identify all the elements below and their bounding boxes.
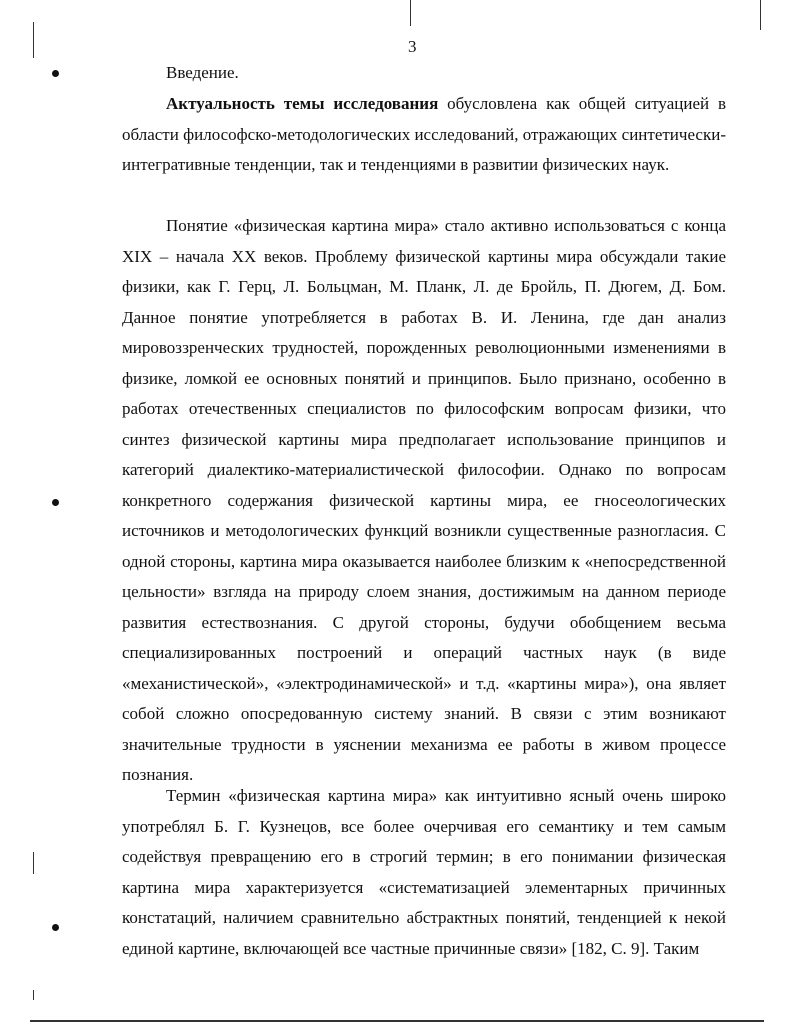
relevance-lead: Актуальность темы исследования bbox=[166, 94, 439, 113]
paragraph-relevance bbox=[122, 89, 726, 181]
punch-hole-middle bbox=[52, 499, 59, 506]
scan-edge-line-left-top bbox=[33, 22, 34, 58]
relevance-text: обусловлена как общей ситуацией в области философско-методологических исследований, отражающих синтетически-интегративные тенденции, так и тенденциями в развитии физических наук. bbox=[122, 94, 727, 174]
paragraph-block-3 bbox=[122, 781, 726, 964]
page-number: 3 bbox=[408, 37, 417, 56]
scan-edge-line-left-bottom bbox=[33, 990, 34, 1000]
scan-bottom-edge bbox=[30, 1020, 764, 1022]
punch-hole-bottom bbox=[52, 924, 59, 931]
document-body bbox=[122, 89, 726, 181]
paragraph-concept: Понятие «физическая картина мира» стало активно использоваться с конца XIX – начала XX веков. Проблему физической картины мира обсуждали такие физики, как Г. Герц, Л. Больцман, М. Планк, Л. де Бройль, П. Дюгем, Д. Бом. Данное понятие употребляется в работах В. И. Ленина, где дан анализ мировоззренческих трудностей, порожденных революционными изменениями в физике, ломкой ее основных понятий и принципов. Было признано, особенно в работах отечественных специалистов по философским вопросам физики, что синтез физической картины мира предполагает использование принципов и категорий диалектико-материалистической философии. Однако по вопросам конкретного содержания физической картины мира, ее гносеологических источников и методологических функций возникли существенные разногласия. С одной стороны, картина мира оказывается наиболее близким к «непосредственной цельности» взгляда на природу слоем знания, достижимым на данном периоде развития естествознания. С другой стороны, будучи обобщением весьма специализированных построений и операций частных наук (в виде «механистической», «электродинамической» и т.д. «картины мира»), она являет собой сложно опосредованную систему знаний. В связи с этим возникают значительные трудности в уяснении механизма ее работы в живом процессе познания. bbox=[122, 216, 726, 784]
scan-edge-line-right bbox=[760, 0, 761, 30]
paragraph-block-2 bbox=[122, 211, 726, 791]
punch-hole-top bbox=[52, 70, 59, 77]
scan-edge-line-left-lower bbox=[33, 852, 34, 874]
scan-edge-line-top-center bbox=[410, 0, 411, 26]
section-heading: Введение. bbox=[166, 63, 239, 82]
paragraph-term: Термин «физическая картина мира» как интуитивно ясный очень широко употреблял Б. Г. Кузнецов, все более очерчивая его семантику и тем самым содействуя превращению его в строгий термин; в его понимании физическая картина мира характеризуется «систематизацией элементарных причинных констатаций, наличием сравнительно абстрактных понятий, тенденцией к некой единой картине, включающей все частные причинные связи» [182, С. 9]. Таким bbox=[122, 786, 726, 958]
